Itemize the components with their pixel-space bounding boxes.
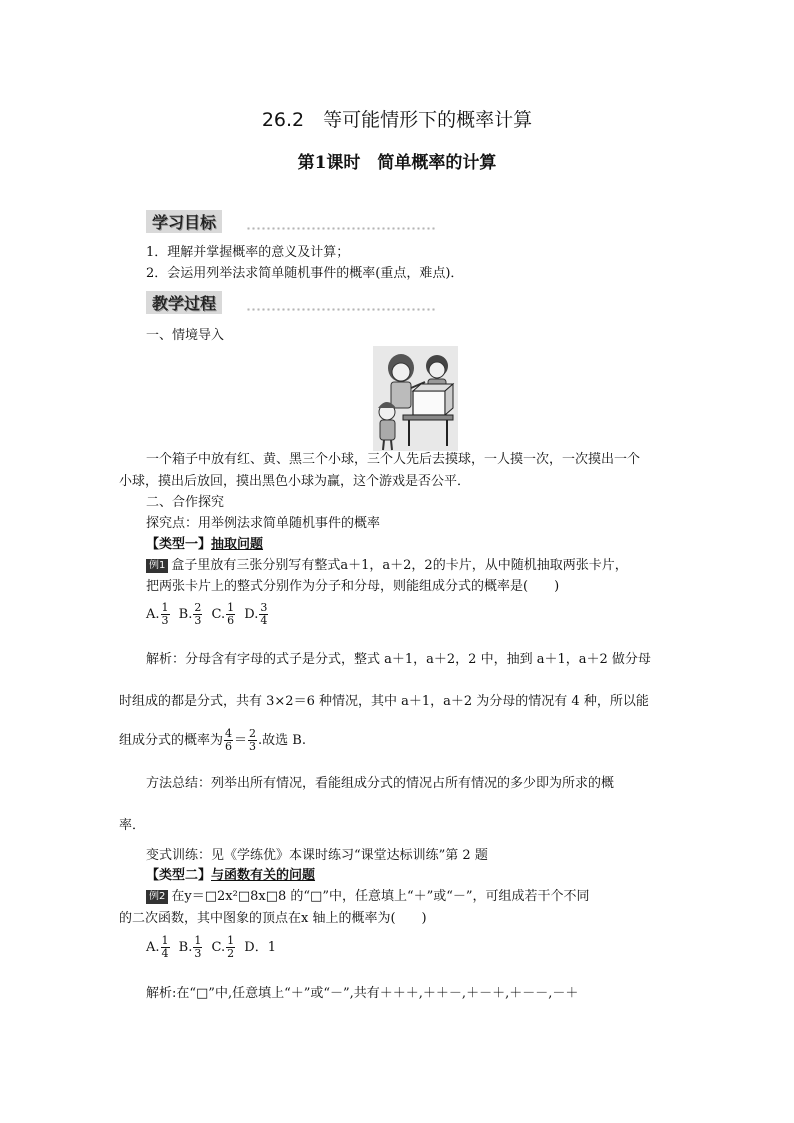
intro-text-line: 小球，摸出后放回，摸出黑色小球为赢，这个游戏是否公平．: [119, 474, 471, 489]
method-summary-line: 方法总结：列举出所有情况，看能组成分式的情况占所有情况的多少即为所求的概: [146, 776, 615, 791]
option-a: A. $\frac{1}{4}$: [146, 934, 169, 960]
example-badge: 例1: [146, 559, 168, 573]
children-box-illustration: [373, 346, 458, 451]
dotted-divider: [246, 307, 436, 312]
type-label: 【类型二】: [146, 868, 212, 883]
option-b: B. $\frac{2}{3}$: [178, 601, 202, 627]
example-badge: 例2: [146, 890, 168, 904]
solution1-line: 时组成的都是分式，共有 3×2＝6 种情况，其中 a＋1，a＋2 为分母的情况有 4 种，所以能: [119, 694, 649, 709]
example2-options: [146, 935, 280, 960]
intro-text-line: 一个箱子中放有红、黄、黑三个小球，三个人先后去摸球，一人摸一次，一次摸出一个: [146, 452, 641, 467]
variant-training: 变式训练：见《学练优》本课时练习“课堂达标训练”第 2 题: [146, 848, 488, 863]
dotted-divider: [246, 226, 436, 231]
section-heading-objectives: [146, 212, 436, 234]
type-title: 抽取问题: [211, 537, 264, 552]
type-title: 与函数有关的问题: [211, 868, 316, 883]
page-title: 26.2 等可能情形下的概率计算: [261, 109, 533, 131]
fraction: $\frac{2}{3}$: [249, 727, 257, 753]
option-c: C. $\frac{1}{2}$: [211, 934, 235, 960]
example1-line: [146, 556, 628, 576]
option-b: B. $\frac{1}{3}$: [178, 934, 202, 960]
section-heading-label: 学习目标: [146, 210, 222, 233]
section-heading-label: 教学过程: [146, 291, 222, 314]
example-text: 盒子里放有三张分别写有整式a＋1，a＋2，2的卡片，从中随机抽取两张卡片，: [171, 558, 628, 573]
example2-line: [146, 887, 590, 907]
objective-item: 2．会运用列举法求简单随机事件的概率(重点，难点)．: [146, 266, 464, 281]
method-summary-line: 率．: [119, 818, 146, 833]
type-label: 【类型一】: [146, 537, 212, 552]
example1-options: [146, 602, 273, 627]
example2-line: 的二次函数，其中图象的顶点在x 轴上的概率为( ): [119, 911, 427, 926]
option-d: D. $\frac{3}{4}$: [244, 601, 268, 627]
explore-point: 探究点：用举例法求简单随机事件的概率: [146, 516, 381, 531]
example-text: 在y＝□2x²□8x□8 的“□”中，任意填上“＋”或“－”，可组成若干个不同: [171, 889, 590, 904]
option-c: C. $\frac{1}{6}$: [211, 601, 235, 627]
option-d: D．1: [244, 940, 276, 955]
solution2-line: 解析:在“□”中,任意填上“＋”或“－”,共有＋＋＋,＋＋－,＋－＋,＋－－,－＋: [146, 986, 579, 1001]
fraction: $\frac{4}{6}$: [225, 727, 233, 753]
solution1-line: 组成分式的概率为 $\frac{4}{6}$ ＝ $\frac{2}{3}$ .故选 B.: [119, 727, 306, 753]
lesson-subtitle: 第1课时 简单概率的计算: [297, 153, 497, 173]
section-heading-process: [146, 293, 436, 315]
type1-heading: [146, 535, 263, 555]
part-heading: 二、合作探究: [146, 495, 225, 510]
objective-item: 1．理解并掌握概率的意义及计算；: [146, 245, 350, 260]
part-heading: 一、情境导入: [146, 328, 225, 343]
option-a: A. $\frac{1}{3}$: [146, 601, 169, 627]
example1-line: 把两张卡片上的整式分别作为分子和分母，则能组成分式的概率是( ): [146, 579, 560, 594]
solution1-line: 解析：分母含有字母的式子是分式，整式 a＋1，a＋2，2 中，抽到 a＋1，a＋2 做分母: [146, 652, 651, 667]
type2-heading: [146, 866, 315, 886]
